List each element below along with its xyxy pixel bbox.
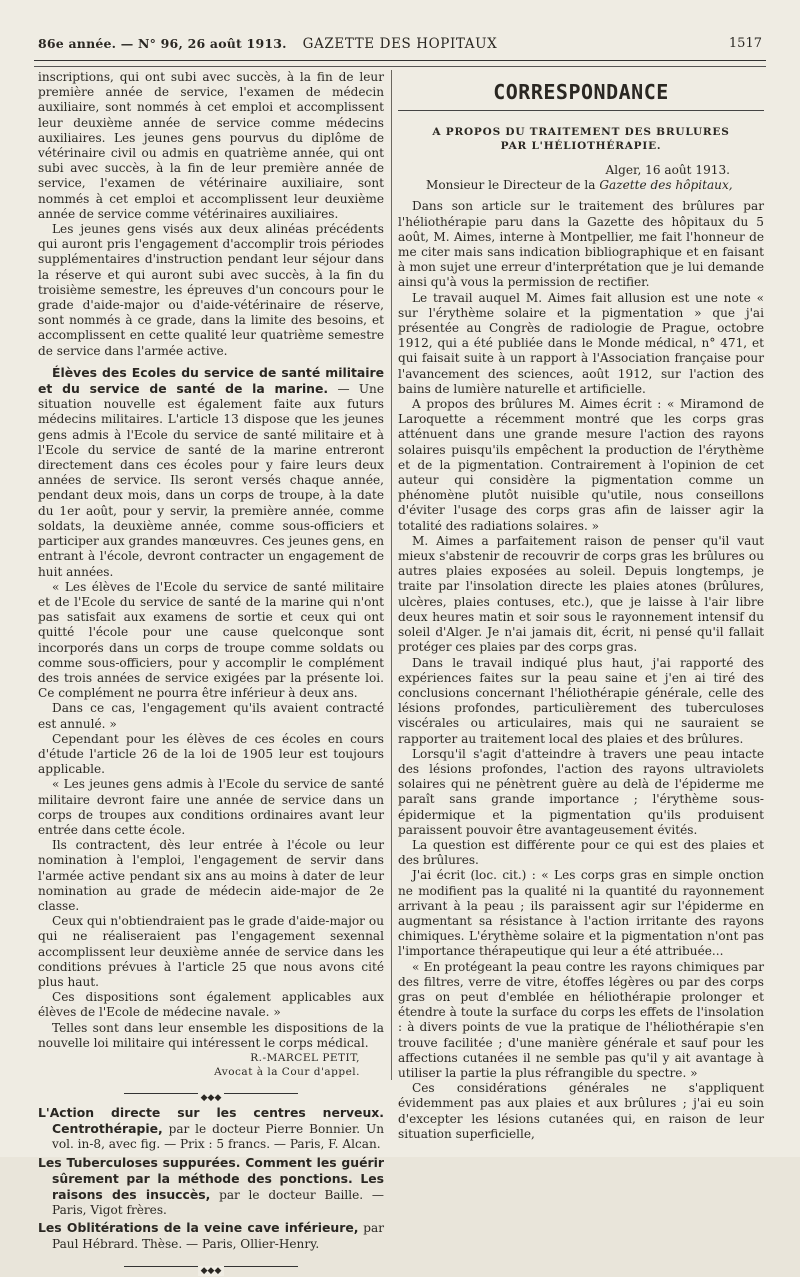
paragraph: Dans son article sur le traitement des brûlures par l'héliothérapie paru dans la Gazette des hôpitaux du 5 août, M. Aimes, interne à Montpellier, me fait l'honneur de me citer mais sans indication bibliographique et en faisant à mon sujet une erreur d'interprétation que je lui demande ainsi qu'à vous la permission de rectifier.: [398, 199, 764, 290]
section-heading: Élèves des Ecoles du service de santé militaire et du service de santé de la marine.: [38, 364, 384, 397]
page-number: 1517: [728, 36, 762, 51]
paragraph: « Les jeunes gens admis à l'Ecole du service de santé militaire devront faire une année de service dans un corps de troupes aux conditions ordinaires avant leur entrée dans cette école.: [38, 777, 384, 837]
paragraph: Ils contractent, dès leur entrée à l'école ou leur nomination à l'emploi, l'engagement de servir dans l'armée active pendant six ans au moins à dater de leur nomination au grade de médecin aide-major de 2e classe.: [38, 838, 384, 913]
paragraph: Ces considérations générales ne s'appliquent évidemment pas aux plaies et aux brûlures ; j'ai eu soin d'excepter les lésions cutanées qui, en raison de leur situation superficielle,: [398, 1081, 764, 1141]
paragraph: Cependant pour les élèves de ces écoles en cours d'étude l'article 26 de la loi de 1905 leur est toujours applicable.: [38, 731, 384, 777]
section-separator: ◆◆◆: [38, 1262, 384, 1270]
column-divider: [391, 70, 392, 1080]
paragraph: Telles sont dans leur ensemble les dispositions de la nouvelle loi militaire qui intéressent le corps médical.: [38, 1020, 384, 1050]
paragraph: La question est différente pour ce qui est des plaies et des brûlures.: [398, 837, 764, 868]
book-title: Les Tuberculoses suppurées. Comment les guérir sûrement par la méthode des ponctions. Les raisons des insuccès,: [38, 1154, 384, 1203]
paragraph-text: — Une situation nouvelle est également faite aux futurs médecins militaires. L'article 13 dispose que les jeunes gens admis à l'Ecole du service de santé militaire et à l'Ecole du service de santé de la marine entreront directement dans ces écoles pour y faire leurs deux années de service. Ils seront versés chaque année, pendant deux mois, dans un corps de troupe, à la date du 1er août, pour y servir, la première année, comme soldats, la deuxième année, comme sous-officiers et participer aux grandes manœuvres. Ces jeunes gens, en entrant à l'école, devront contracter un engagement de huit années.: [38, 382, 385, 579]
book-entry: [38, 1105, 384, 1153]
salutation-text: Monsieur le Directeur de la: [426, 178, 600, 193]
left-column: [38, 70, 385, 1276]
book-title: L'Action directe sur les centres nerveux. Centrothérapie,: [38, 1105, 384, 1137]
letter-date: Alger, 16 août 1913.: [605, 163, 730, 177]
paragraph: M. Aimes a parfaitement raison de penser qu'il vaut mieux s'abstenir de recouvrir de corps gras les brûlures ou autres plaies exposées au soleil. Depuis longtemps, je traite par l'insolation directe les plaies atones (brûlures, ulcères, plaies contuses, etc.), que je laisse à l'air libre deux heures matin et soir sous le rayonnement intensif du soleil d'Alger. Je n'ai jamais dit, écrit, ni pensé qu'il fallait protéger ces plaies par des corps gras.: [398, 533, 764, 655]
book-details: par le docteur Pierre Bonnier. Un vol. in-8, avec fig. — Prix : 5 francs. — Paris, F. Alcan.: [52, 1122, 384, 1152]
paragraph: Ceux qui n'obtiendraient pas le grade d'aide-major ou qui ne réaliseraient pas l'engagement sexennal accomplissent leur deuxième année de service dans les conditions prévues à l'article 25 que nous avons cité plus haut.: [38, 914, 384, 989]
paragraph: inscriptions, qui ont subi avec succès, à la fin de leur première année de service, l'examen de médecin auxiliaire, sont nommés à cet emploi et accomplissent leur deuxième année de service comme médecins auxiliaires. Les jeunes gens pourvus du diplôme de vétérinaire civil ou admis en quatrième année, qui ont subi avec succès, à la fin de leur première année de service, l'examen de vétérinaire auxiliaire, sont nommés à cet emploi et accomplissent leur deuxième année de service comme vétérinaires auxiliaires.: [38, 70, 384, 221]
paragraph: Dans ce cas, l'engagement qu'ils avaient contracté est annulé. »: [38, 701, 384, 731]
paragraph: Dans le travail indiqué plus haut, j'ai rapporté des expériences faites sur la peau saine et j'en ai tiré des conclusions concernant l'héliothérapie générale, celle des lésions profondes, particulièrement des tuberculoses viscérales ou articulaires, mais qui ne sauraient se rapporter au traitement local des plaies et des brûlures.: [398, 655, 764, 746]
book-entry: [38, 1220, 384, 1251]
paragraph: [38, 365, 384, 580]
book-details: par Paul Hébrard. Thèse. — Paris, Ollier-Henry.: [52, 1221, 385, 1251]
paragraph: « En protégeant la peau contre les rayons chimiques par des filtres, verre de vitre, étoffes légères ou par des corps gras on peut d'emblée en héliothérapie prolonger et étendre à toute la surface du corps les effets de l'insolation : à divers points de vue la pratique de l'héliothérapie s'en trouve facilitée ; d'une manière générale et sauf pour les affections cutanées il ne semble pas qu'il y ait avantage à utiliser la partie la plus réfrangible du spectre. »: [398, 959, 764, 1080]
running-header: [38, 36, 762, 58]
issue-info: 86e année. — N° 96, 26 août 1913.: [38, 36, 287, 51]
paragraph: Ces dispositions sont également applicables aux élèves de l'Ecole de médecine navale. »: [38, 990, 384, 1020]
title-rule: [398, 110, 764, 111]
article-subtitle: A PROPOS DU TRAITEMENT DES BRULURES: [432, 126, 730, 138]
correspondence-title: CORRESPONDANCE: [493, 80, 669, 104]
paragraph: « Les élèves de l'Ecole du service de santé militaire et de l'Ecole du service de santé de la marine qui n'ont pas satisfait aux examens de sortie et ceux qui ont quitté l'école pour une cause quelconque sont incorporés dans un corps de troupe comme soldats ou comme sous-officiers, pour y accomplir le complément des trois années de service exigées par la présente loi. Ce complément ne pourra être inférieur à deux ans.: [38, 579, 384, 701]
paragraph: A propos des brûlures M. Aimes écrit : « Miramond de Laroquette a récemment montré que les corps gras atténuent dans une grande mesure l'action des rayons solaires puisqu'ils empêchent la production de l'érythème et de la pigmentation. Contrairement à l'opinion de cet auteur qui considère la pigmentation comme un phénomène plutôt nuisible qu'utile, nous conseillons d'éviter l'usage des corps gras afin de laisser agir la totalité des radiations solaires. »: [398, 397, 764, 533]
journal-title: GAZETTE DES HOPITAUX: [302, 36, 498, 52]
header-rule: [34, 60, 766, 67]
salutation: [398, 178, 764, 193]
section-separator: ◆◆◆: [38, 1089, 384, 1097]
right-column: [398, 70, 764, 1141]
book-entry: [38, 1155, 384, 1219]
author-title: Avocat à la Cour d'appel.: [214, 1066, 360, 1078]
paragraph: Le travail auquel M. Aimes fait allusion est une note « sur l'érythème solaire et la pigmentation » que j'ai présentée au Congrès de radiologie de Prague, octobre 1912, qui a été publiée dans le Monde médical, n° 471, et qui faisait suite à un rapport à l'Association française pour l'avancement des sciences, août 1912, sur l'action des bains de lumière naturelle et artificielle.: [398, 290, 764, 396]
journal-name: Gazette des hôpitaux,: [599, 178, 733, 193]
paragraph: Lorsqu'il s'agit d'atteindre à travers une peau intacte des lésions profondes, l'action des rayons ultraviolets solaires qui ne pénètrent guère au delà de l'épiderme me paraît sans grande importance ; l'érythème sous-épidermique et la pigmentation qu'ils produisent paraissent pouvoir être avantageusement évités.: [398, 746, 764, 837]
paragraph: Les jeunes gens visés aux deux alinéas précédents qui auront pris l'engagement d'accomplir trois périodes supplémentaires d'instruction pendant leur séjour dans la réserve et qui auront subi avec succès, à la fin du troisième semestre, les épreuves d'un concours pour le grade d'aide-major ou d'aide-vétérinaire de réserve, sont nommés à ce grade, dans la limite des besoins, et accomplissent en cette qualité leur quatrième semestre de service dans l'armée active.: [38, 222, 384, 358]
author-name: R.-MARCEL PETIT,: [250, 1052, 360, 1064]
book-title: Les Oblitérations de la veine cave inférieure,: [38, 1220, 359, 1236]
book-details: par le docteur Baille. — Paris, Vigot frères.: [52, 1188, 384, 1218]
paragraph: J'ai écrit (loc. cit.) : « Les corps gras en simple onction ne modifient pas la qualité ni la quantité du rayonnement arrivant à la peau ; ils paraissent agir sur l'épiderme en augmentant sa résistance à l'action irritante des rayons chimiques. L'érythème solaire et la pigmentation n'ont pas l'importance thérapeutique qui leur a été attribuée...: [398, 868, 764, 959]
article-subtitle: PAR L'HÉLIOTHÉRAPIE.: [500, 140, 662, 152]
